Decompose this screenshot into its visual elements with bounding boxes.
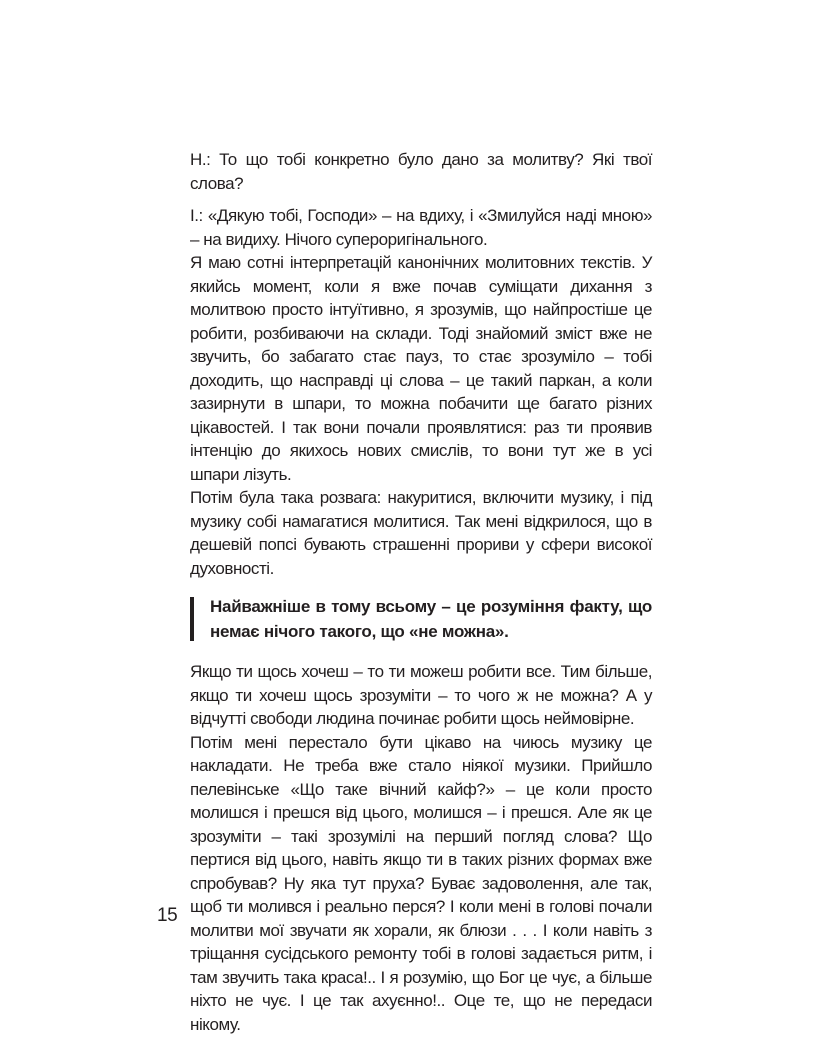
interview-question: Н.: То що тобі конкретно було дано за молитву? Які твої слова?	[190, 150, 652, 193]
pull-quote	[190, 594, 652, 644]
page-body	[190, 148, 652, 1036]
answer-paragraph-1: І.: «Дякую тобі, Господи» – на вдиху, і «Змилуйся наді мною» – на видиху. Нічого супероригінального.	[190, 206, 652, 249]
answer-paragraph-2: Я маю сотні інтерпретацій канонічних молитовних текстів. У якийсь момент, коли я вже почав суміщати дихання з молитвою просто інтуїтивно, я зрозумів, що найпростіше це робити, розбиваючи на склади. Тоді знайомий зміст вже не звучить, бо забагато стає пауз, то стає зрозуміло – тобі доходить, що насправді ці слова – це такий паркан, а коли зазирнути в шпари, то можна побачити ще багато різних цікавостей. І так вони почали проявлятися: раз ти проявив інтенцію до якихось нових смислів, то вони тут же в усі шпари лізуть.	[190, 253, 652, 484]
quote-bar	[190, 597, 194, 641]
continuation-paragraph-2: Потім мені перестало бути цікаво на чиюсь музику це накладати. Не треба вже стало ніякої музики. Прийшло пелевінське «Що таке вічний кайф?» – це коли просто молишся і прешся від цього, молишся – і прешся. Але як це зрозуміти – такі зрозумілі на перший погляд слова? Що пертися від цього, навіть якщо ти в таких різних формах вже спробував? Ну яка тут пруха? Буває задоволення, але так, щоб ти молився і реально перся? І коли мені в голові почали молитви мої звучати як хорали, як блюзи . . . І коли навіть з тріщання сусідського ремонту тобі в голові задається ритм, і там звучить така краса!.. І я розумію, що Бог це чує, а більше ніхто не чує. І це так ахуєнно!.. Оце те, що не передаси нікому.	[190, 732, 652, 1034]
continuation-paragraph-1: Якщо ти щось хочеш – то ти можеш робити все. Тим більше, якщо ти хочеш щось зрозуміти – то чого ж не можна? А у відчутті свободи людина починає робити щось неймовірне.	[190, 662, 652, 728]
page-number: 15	[157, 905, 178, 926]
pull-quote-text: Найважніше в тому всьому – це розуміння факту, що немає нічого такого, що «не можна».	[210, 597, 652, 641]
answer-paragraph-3: Потім була така розвага: накуритися, включити музику, і під музику собі намагатися молитися. Так мені відкрилося, що в дешевій попсі бувають страшенні прориви у сфери високої духовності.	[190, 488, 652, 578]
